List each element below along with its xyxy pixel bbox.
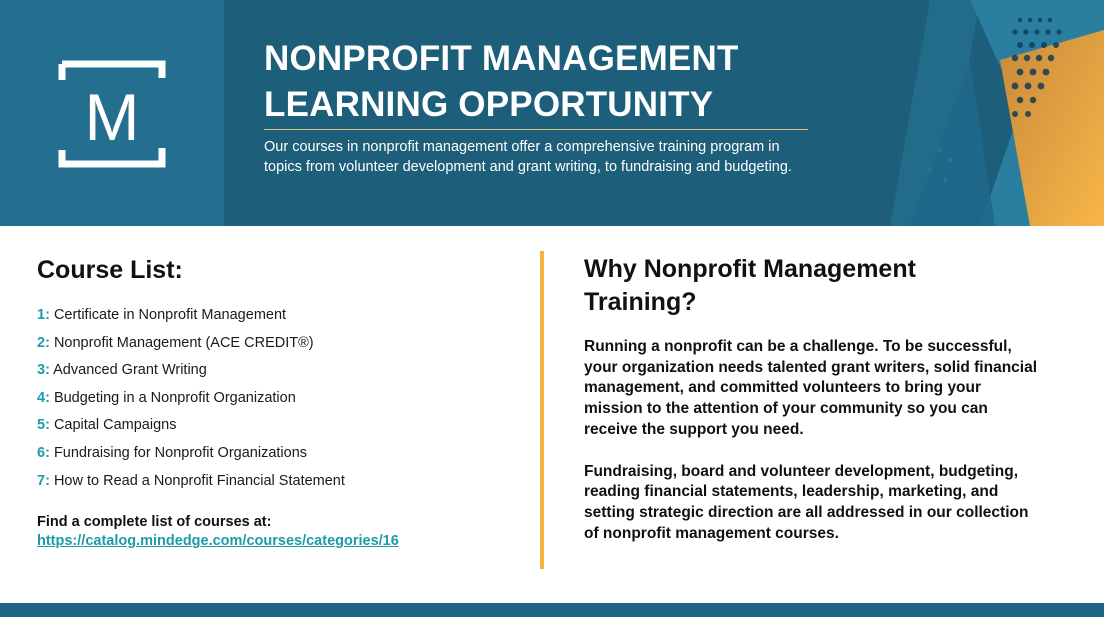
- course-list-heading: Course List:: [37, 256, 183, 284]
- logo-mark: [58, 60, 166, 168]
- why-paragraph-2: [584, 462, 1054, 545]
- intro-text: [264, 137, 864, 177]
- logo-panel: [0, 0, 224, 226]
- course-number: 1:: [37, 307, 50, 323]
- title-line-1: NONPROFIT MANAGEMENT: [264, 39, 739, 78]
- course-number: 4:: [37, 389, 50, 406]
- list-item: [37, 389, 507, 417]
- decorative-graphic: [820, 0, 1104, 226]
- course-label: Fundraising for Nonprofit Organizations: [53, 444, 308, 461]
- para2-line: setting strategic direction are all addressed in our collection: [584, 503, 1029, 521]
- why-heading: [584, 253, 1054, 319]
- intro-line-1: Our courses in nonprofit management offer a comprehensive training program in: [264, 139, 780, 155]
- course-label: Budgeting in a Nonprofit Organization: [53, 389, 296, 406]
- para2-line: Fundraising, board and volunteer development, budgeting,: [584, 462, 1019, 480]
- list-item: [37, 416, 507, 444]
- course-number: 5:: [37, 417, 50, 434]
- para2-line: reading financial statements, leadership, marketing, and: [584, 483, 999, 501]
- find-courses-label: Find a complete list of courses at:: [37, 514, 272, 531]
- logo-letter: M: [84, 80, 140, 154]
- para1-line: mission to the attention of your community so you can: [584, 400, 988, 418]
- course-number: 6:: [37, 444, 50, 461]
- page-title: [264, 36, 739, 128]
- column-divider: [540, 251, 544, 569]
- course-label: Nonprofit Management (ACE CREDIT®): [53, 334, 314, 351]
- title-line-2: LEARNING OPPORTUNITY: [264, 85, 714, 124]
- course-list: [37, 306, 507, 499]
- list-item: [37, 334, 507, 362]
- course-label: Capital Campaigns: [53, 417, 177, 434]
- course-label: Certificate in Nonprofit Management: [53, 307, 287, 323]
- para1-line: management, and committed volunteers to bring your: [584, 379, 982, 397]
- course-number: 7:: [37, 472, 50, 489]
- why-heading-line-1: Why Nonprofit Management: [584, 255, 916, 283]
- why-section: [584, 253, 1054, 544]
- mindedge-logo: [58, 60, 166, 168]
- course-number: 2:: [37, 334, 50, 351]
- list-item: [37, 361, 507, 389]
- list-item: [37, 306, 507, 334]
- course-number: 3:: [37, 362, 50, 379]
- why-paragraph-1: [584, 337, 1054, 441]
- list-item: [37, 472, 507, 500]
- para1-line: receive the support you need.: [584, 420, 804, 438]
- course-label: How to Read a Nonprofit Financial Statement: [53, 472, 345, 489]
- para2-line: of nonprofit management courses.: [584, 524, 839, 542]
- footer-bar: [0, 603, 1104, 617]
- para1-line: your organization needs talented grant writers, solid financial: [584, 358, 1038, 376]
- para1-line: Running a nonprofit can be a challenge. To be successful,: [584, 338, 1012, 355]
- header-banner: [0, 0, 1104, 226]
- course-label: Advanced Grant Writing: [53, 362, 207, 379]
- course-list-section: [37, 254, 507, 551]
- list-item: [37, 444, 507, 472]
- catalog-link[interactable]: https://catalog.mindedge.com/courses/categories/16: [37, 533, 399, 550]
- title-divider: [264, 129, 808, 130]
- intro-line-2: topics from volunteer development and grant writing, to fundraising and budgeting.: [264, 159, 792, 175]
- why-heading-line-2: Training?: [584, 288, 697, 316]
